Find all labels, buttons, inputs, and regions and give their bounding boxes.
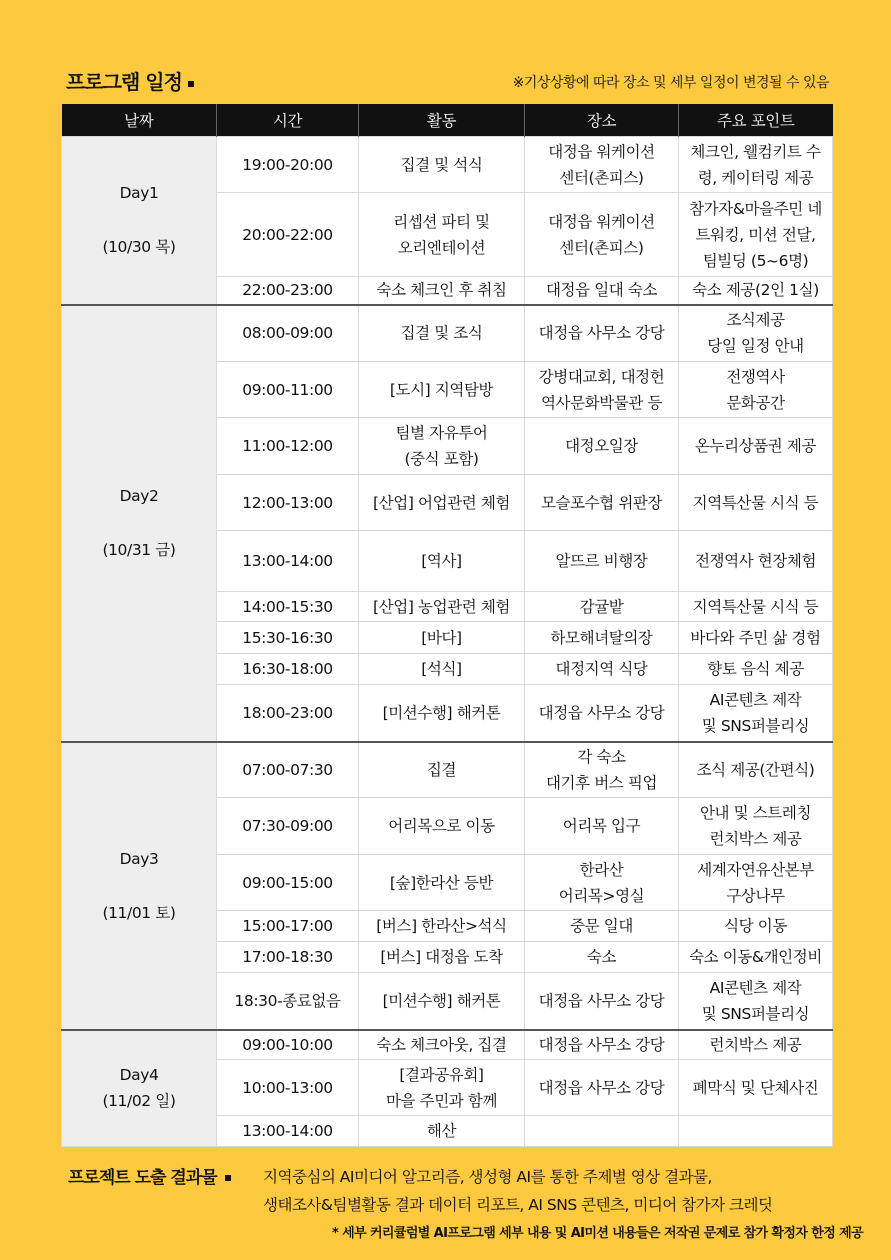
day-label: Day1: [119, 184, 159, 203]
place-cell: 대정읍 사무소 강당: [525, 1030, 679, 1060]
point-cell: 폐막식 및 단체사진: [679, 1060, 833, 1116]
time-cell: 16:30-18:00: [217, 654, 359, 685]
activity-cell: [숲]한라산 등반: [359, 855, 525, 911]
activity-cell: [결과공유회] 마을 주민과 함께: [359, 1060, 525, 1116]
activity-cell: 숙소 체크인 후 취침: [359, 277, 525, 305]
point-cell: 식당 이동: [679, 911, 833, 942]
activity-cell: [석식]: [359, 654, 525, 685]
results-label: 프로젝트 도출 결과물: [68, 1163, 231, 1188]
activity-cell: [산업] 어업관련 체험: [359, 475, 525, 531]
point-cell: 전쟁역사 현장체험: [679, 531, 833, 592]
activity-cell: 집결: [359, 742, 525, 798]
point-cell: 런치박스 제공: [679, 1030, 833, 1060]
point-cell: 전쟁역사 문화공간: [679, 362, 833, 418]
activity-cell: 팀별 자유투어 (중식 포함): [359, 418, 525, 475]
time-cell: 15:00-17:00: [217, 911, 359, 942]
place-cell: 대정오일장: [525, 418, 679, 475]
header-point: 주요 포인트: [679, 104, 833, 137]
time-cell: 10:00-13:00: [217, 1060, 359, 1116]
point-cell: 참가자&마을주민 네 트워킹, 미션 전달, 팀빌딩 (5~6명): [679, 193, 833, 277]
copyright-footnote: * 세부 커리큘럼별 AI프로그램 세부 내용 및 AI미션 내용들은 저작권 문제로 참가 확정자 한정 제공: [331, 1226, 863, 1241]
activity-cell: [역사]: [359, 531, 525, 592]
table-row: [62, 137, 833, 193]
time-cell: 08:00-09:00: [217, 305, 359, 362]
place-cell: 감귤밭: [525, 592, 679, 622]
place-cell: 대정읍 사무소 강당: [525, 685, 679, 742]
day-date: (10/31 금): [102, 541, 176, 559]
time-cell: 13:00-14:00: [217, 1116, 359, 1147]
point-cell: 안내 및 스트레칭 런치박스 제공: [679, 798, 833, 855]
point-cell: 지역특산물 시식 등: [679, 592, 833, 622]
point-cell: AI콘텐츠 제작 및 SNS퍼블리싱: [679, 685, 833, 742]
place-cell: 어리목 입구: [525, 798, 679, 855]
place-cell: 하모해녀탈의장: [525, 622, 679, 654]
point-cell: 온누리상품권 제공: [679, 418, 833, 475]
activity-cell: [버스] 대정읍 도착: [359, 942, 525, 973]
title-square-icon: [188, 81, 194, 87]
header-date: 날짜: [62, 104, 217, 137]
schedule-table: [61, 104, 833, 1147]
place-cell: 숙소: [525, 942, 679, 973]
point-cell: 숙소 이동&개인정비: [679, 942, 833, 973]
day-cell: [62, 137, 217, 305]
activity-cell: 리셉션 파티 및 오리엔테이션: [359, 193, 525, 277]
activity-cell: [미션수행] 해커톤: [359, 973, 525, 1030]
time-cell: 07:00-07:30: [217, 742, 359, 798]
results-text: 지역중심의 AI미디어 알고리즘, 생성형 AI를 통한 주제별 영상 결과물, 생태조사&팀별활동 결과 데이터 리포트, AI SNS 콘텐츠, 미디어 참가자 크레딧: [263, 1168, 773, 1214]
point-cell: 지역특산물 시식 등: [679, 475, 833, 531]
time-cell: 18:30-종료없음: [217, 973, 359, 1030]
point-cell: [679, 1116, 833, 1147]
day-cell: [62, 742, 217, 1030]
point-cell: 세계자연유산본부 구상나무: [679, 855, 833, 911]
place-cell: 대정읍 워케이션 센터(촌피스): [525, 193, 679, 277]
activity-cell: [미션수행] 해커톤: [359, 685, 525, 742]
time-cell: 22:00-23:00: [217, 277, 359, 305]
day-label: Day4: [119, 1066, 159, 1085]
place-cell: 대정읍 일대 숙소: [525, 277, 679, 305]
point-cell: 체크인, 웰컴키트 수 령, 케이터링 제공: [679, 137, 833, 193]
activity-cell: [바다]: [359, 622, 525, 654]
time-cell: 20:00-22:00: [217, 193, 359, 277]
day-label: Day3: [119, 849, 159, 868]
table-row: [62, 1030, 833, 1060]
time-cell: 19:00-20:00: [217, 137, 359, 193]
place-cell: 대정읍 사무소 강당: [525, 973, 679, 1030]
point-cell: 조식제공 당일 일정 안내: [679, 305, 833, 362]
schedule-change-notice: ※기상상황에 따라 장소 및 세부 일정이 변경될 수 있음: [512, 75, 829, 91]
place-cell: [525, 1116, 679, 1147]
point-cell: 바다와 주민 삶 경험: [679, 622, 833, 654]
place-cell: 대정읍 사무소 강당: [525, 305, 679, 362]
activity-cell: [도시] 지역탐방: [359, 362, 525, 418]
day-date: (10/30 목): [102, 238, 176, 257]
time-cell: 07:30-09:00: [217, 798, 359, 855]
time-cell: 13:00-14:00: [217, 531, 359, 592]
day-date: (11/02 일): [102, 1092, 176, 1111]
place-cell: 알뜨르 비행장: [525, 531, 679, 592]
place-cell: 각 숙소 대기후 버스 픽업: [525, 742, 679, 798]
point-cell: 향토 음식 제공: [679, 654, 833, 685]
activity-cell: [버스] 한라산>석식: [359, 911, 525, 942]
time-cell: 15:30-16:30: [217, 622, 359, 654]
day-label: Day2: [119, 487, 159, 505]
place-cell: 한라산 어리목>영실: [525, 855, 679, 911]
activity-cell: 어리목으로 이동: [359, 798, 525, 855]
place-cell: 모슬포수협 위판장: [525, 475, 679, 531]
time-cell: 09:00-10:00: [217, 1030, 359, 1060]
time-cell: 09:00-11:00: [217, 362, 359, 418]
day-date: (11/01 토): [102, 903, 176, 922]
time-cell: 12:00-13:00: [217, 475, 359, 531]
activity-cell: [산업] 농업관련 체험: [359, 592, 525, 622]
place-cell: 대정읍 사무소 강당: [525, 1060, 679, 1116]
place-cell: 대정지역 식당: [525, 654, 679, 685]
time-cell: 11:00-12:00: [217, 418, 359, 475]
point-cell: 숙소 제공(2인 1실): [679, 277, 833, 305]
header-activity: 활동: [359, 104, 525, 137]
page-title: 프로그램 일정: [66, 66, 194, 95]
place-cell: 강병대교회, 대정헌 역사문화박물관 등: [525, 362, 679, 418]
activity-cell: 해산: [359, 1116, 525, 1147]
place-cell: 중문 일대: [525, 911, 679, 942]
activity-cell: 집결 및 석식: [359, 137, 525, 193]
table-row: [62, 742, 833, 798]
header-time: 시간: [217, 104, 359, 137]
time-cell: 18:00-23:00: [217, 685, 359, 742]
table-row: [62, 305, 833, 362]
time-cell: 14:00-15:30: [217, 592, 359, 622]
activity-cell: 숙소 체크아웃, 집결: [359, 1030, 525, 1060]
activity-cell: 집결 및 조식: [359, 305, 525, 362]
time-cell: 17:00-18:30: [217, 942, 359, 973]
point-cell: 조식 제공(간편식): [679, 742, 833, 798]
day-cell: [62, 1030, 217, 1147]
place-cell: 대정읍 워케이션 센터(촌피스): [525, 137, 679, 193]
header-place: 장소: [525, 104, 679, 137]
day-cell: [62, 305, 217, 742]
table-header-row: [62, 104, 833, 137]
label-square-icon: [225, 1175, 231, 1181]
time-cell: 09:00-15:00: [217, 855, 359, 911]
point-cell: AI콘텐츠 제작 및 SNS퍼블리싱: [679, 973, 833, 1030]
